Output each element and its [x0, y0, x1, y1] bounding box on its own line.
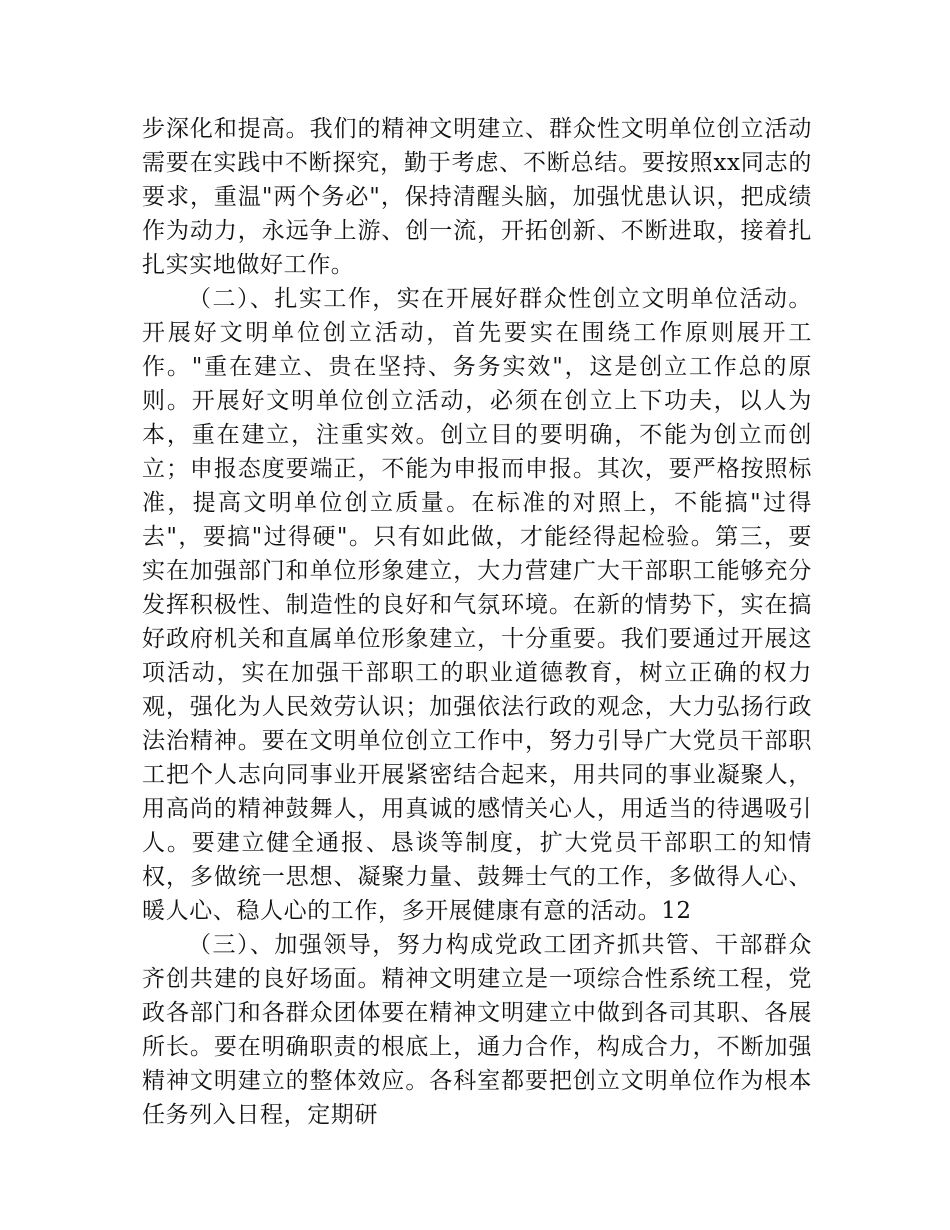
document-body	[142, 112, 812, 1132]
paragraph-section-three: （三）、加强领导，努力构成党政工团齐抓共管、干部群众齐创共建的良好场面。精神文明建立是一项综合性系统工程，党政各部门和各群众团体要在精神文明建立中做到各司其职、各展所长。要在明确职责的根底上，通力合作，构成合力，不断加强精神文明建立的整体效应。各科室都要把创立文明单位作为根本任务列入日程，定期研	[142, 932, 812, 1128]
paragraph-continuation: 步深化和提高。我们的精神文明建立、群众性文明单位创立活动需要在实践中不断探究，勤于考虑、不断总结。要按照xx同志的要求，重温"两个务必"，保持清醒头脑，加强忧患认识，把成绩作为动力，永远争上游、创一流，开拓创新、不断进取，接着扎扎实实地做好工作。	[142, 116, 812, 278]
paragraph-section-two: （二）、扎实工作，实在开展好群众性创立文明单位活动。开展好文明单位创立活动，首先要实在围绕工作原则展开工作。"重在建立、贵在坚持、务务实效"，这是创立工作总的原则。开展好文明单位创立活动，必须在创立上下功夫，以人为本，重在建立，注重实效。创立目的要明确，不能为创立而创立；申报态度要端正，不能为申报而申报。其次，要严格按照标准，提高文明单位创立质量。在标准的对照上，不能搞"过得去"，要搞"过得硬"。只有如此做，才能经得起检验。第三，要实在加强部门和单位形象建立，大力营建广大干部职工能够充分发挥积极性、制造性的良好和气氛环境。在新的情势下，实在搞好政府机关和直属单位形象建立，十分重要。我们要通过开展这项活动，实在加强干部职工的职业道德教育，树立正确的权力观，强化为人民效劳认识；加强依法行政的观念，大力弘扬行政法治精神。要在文明单位创立工作中，努力引导广大党员干部职工把个人志向同事业开展紧密结合起来，用共同的事业凝聚人，用高尚的精神鼓舞人，用真诚的感情关心人，用适当的待遇吸引人。要建立健全通报、恳谈等制度，扩大党员干部职工的知情权，多做统一思想、凝聚力量、鼓舞士气的工作，多做得人心、暖人心、稳人心的工作，多开展健康有意的活动。12	[142, 286, 812, 924]
